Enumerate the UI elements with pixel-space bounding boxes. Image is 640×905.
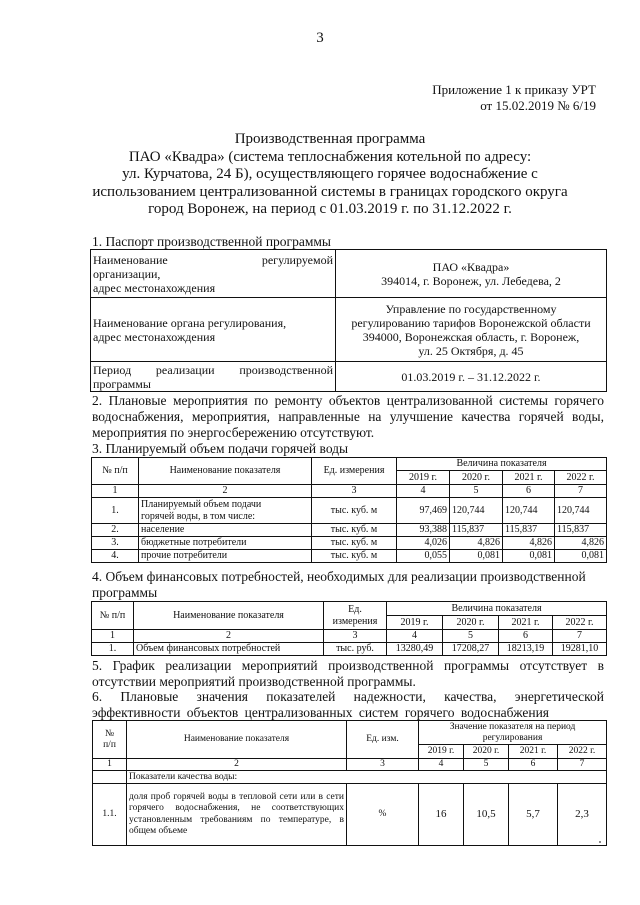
header-year: 2022 г. [553, 616, 607, 630]
index-cell: 3 [324, 630, 387, 643]
section-6-heading: 6. Плановые значения показателей надежности, качества, энергетической эффективности объектов централизованных систем горячего водоснабжения [92, 689, 604, 720]
subheading-row [93, 771, 607, 784]
subheading-cell: Показатели качества воды: [127, 771, 607, 784]
header-year: 2021 г. [503, 471, 555, 485]
financial-needs-table [91, 601, 607, 656]
table-row [92, 537, 607, 550]
row-value: 115,837 [503, 524, 555, 537]
row-num: 1. [92, 643, 134, 656]
header-row [92, 458, 607, 471]
header-row [93, 721, 607, 745]
passport-value: 01.03.2019 г. – 31.12.2022 г. [336, 362, 607, 392]
passport-label-line: программы [93, 376, 151, 391]
header-num-line: п/п [103, 739, 116, 750]
row-unit: тыс. руб. [324, 643, 387, 656]
appendix-note [432, 82, 596, 114]
row-value: 97,469 [397, 498, 450, 524]
header-num: № п/п [92, 602, 134, 630]
row-num: 1.1. [93, 784, 127, 846]
table-row [92, 498, 607, 524]
row-value: 4,826 [555, 537, 607, 550]
row-num: 2. [92, 524, 139, 537]
index-cell: 5 [464, 759, 509, 771]
row-value: 0,055 [397, 550, 450, 563]
index-cell: 2 [139, 485, 312, 498]
row-value: 19281,10 [553, 643, 607, 656]
table-row [92, 524, 607, 537]
passport-value-line: регулированию тарифов Воронежской области [351, 315, 591, 330]
passport-label-word: Наименование [93, 252, 168, 267]
header-year: 2022 г. [558, 745, 607, 759]
passport-row-period [91, 362, 607, 392]
row-name: доля проб горячей воды в тепловой сети или в сети горячего водоснабжения, не соответствующих установленным требованиям по температуре, в общем объеме [127, 784, 347, 846]
row-unit: % [347, 784, 419, 846]
header-unit: Ед. изм. [347, 721, 419, 759]
index-cell: 7 [558, 759, 607, 771]
index-cell: 1 [92, 485, 139, 498]
passport-value [336, 298, 607, 362]
row-value: 120,744 [450, 498, 503, 524]
appendix-line-1: Приложение 1 к приказу УРТ [432, 82, 596, 97]
passport-label-line: адрес местонахождения [93, 329, 216, 344]
index-cell: 4 [397, 485, 450, 498]
row-name: прочие потребители [139, 550, 312, 563]
row-name: Объем финансовых потребностей [134, 643, 324, 656]
title-line-5: город Воронеж, на период с 01.03.2019 г. по 31.12.2022 г. [148, 201, 512, 217]
passport-label-line: адрес местонахождения [93, 280, 216, 295]
header-year: 2022 г. [555, 471, 607, 485]
index-cell: 2 [127, 759, 347, 771]
header-year: 2020 г. [464, 745, 509, 759]
table-row [92, 550, 607, 563]
index-cell: 5 [450, 485, 503, 498]
passport-label-word: реализации [155, 362, 215, 377]
passport-label-word: регулируемой [261, 252, 333, 267]
hot-water-volume-table [91, 457, 607, 563]
index-cell: 1 [93, 759, 127, 771]
scan-mark [598, 840, 602, 844]
header-year: 2019 г. [397, 471, 450, 485]
row-value: 17208,27 [443, 643, 499, 656]
section-1-heading: 1. Паспорт производственной программы [92, 234, 331, 249]
title-line-3: ул. Курчатова, 24 Б), осуществляющего горячее водоснабжение с [122, 166, 538, 182]
header-group-line: Значение показателя на период [449, 721, 576, 732]
index-cell: 1 [92, 630, 134, 643]
header-group [419, 721, 607, 745]
passport-label-word: производственной [239, 362, 333, 377]
passport-value [336, 250, 607, 298]
page-number: 3 [316, 30, 324, 46]
index-cell: 6 [499, 630, 553, 643]
row-value: 115,837 [450, 524, 503, 537]
row-value: 16 [419, 784, 464, 846]
reliability-indicators-table [92, 720, 607, 846]
section-5-text: 5. График реализации мероприятий производственной программы отсутствует в отсутствии мероприятий производственной программы. [92, 658, 604, 689]
passport-value-line: 394000, Воронежская область, г. Воронеж, [362, 329, 580, 344]
table-row [92, 643, 607, 656]
row-value: 0,081 [503, 550, 555, 563]
header-row [92, 602, 607, 616]
passport-row-regulator [91, 298, 607, 362]
passport-label-word: Период [93, 362, 132, 377]
row-value: 18213,19 [499, 643, 553, 656]
header-num-line: № [104, 728, 115, 739]
title-line-2: ПАО «Квадра» (система теплоснабжения котельной по адресу: [128, 148, 532, 165]
passport-row-organization [91, 250, 607, 298]
index-cell: 7 [555, 485, 607, 498]
section-2-text: 2. Плановые мероприятия по ремонту объектов централизованной системы горячего водоснабжения, мероприятия, направленные на улучшение качества горячей воды, мероприятия по энергосбережению отсутствуют. [92, 393, 604, 440]
row-unit: тыс. куб. м [312, 498, 397, 524]
passport-value-line: ул. 25 Октября, д. 45 [418, 343, 524, 358]
section-4-heading: 4. Объем финансовых потребностей, необходимых для реализации производственной программы [92, 569, 586, 600]
row-value: 2,3 [558, 784, 607, 846]
row-name-line: горячей воды, в том числе: [141, 510, 256, 522]
row-value: 93,388 [397, 524, 450, 537]
index-cell: 4 [419, 759, 464, 771]
row-value: 115,837 [555, 524, 607, 537]
row-value: 120,744 [555, 498, 607, 524]
index-cell: 3 [312, 485, 397, 498]
row-value: 4,826 [450, 537, 503, 550]
header-year: 2020 г. [443, 616, 499, 630]
passport-label-line: организации, [93, 266, 161, 281]
row-unit: тыс. куб. м [312, 537, 397, 550]
appendix-line-2: от 15.02.2019 № 6/19 [480, 98, 596, 113]
passport-table [90, 249, 607, 392]
row-value: 5,7 [509, 784, 558, 846]
row-value: 0,081 [450, 550, 503, 563]
index-cell: 3 [347, 759, 419, 771]
passport-label-line: Наименование органа регулирования, [93, 315, 287, 330]
header-year: 2021 г. [509, 745, 558, 759]
row-num: 3. [92, 537, 139, 550]
index-cell: 7 [553, 630, 607, 643]
index-cell: 5 [443, 630, 499, 643]
row-unit: тыс. куб. м [312, 550, 397, 563]
header-group: Величина показателя [397, 458, 607, 471]
header-year: 2019 г. [387, 616, 443, 630]
header-unit: Ед. измерения [312, 458, 397, 485]
title-line-4: использованием централизованной системы в границах городского округа [92, 183, 568, 200]
passport-value-line: Управление по государственному [385, 301, 557, 316]
title-line-1: Производственная программа [234, 131, 426, 147]
header-year: 2021 г. [499, 616, 553, 630]
row-value: 13280,49 [387, 643, 443, 656]
index-cell: 6 [503, 485, 555, 498]
passport-label [91, 362, 336, 392]
header-name: Наименование показателя [139, 458, 312, 485]
passport-label [91, 298, 336, 362]
header-group: Величина показателя [387, 602, 607, 616]
row-unit: тыс. куб. м [312, 524, 397, 537]
subheading-spacer [93, 771, 127, 784]
passport-value-line: ПАО «Квадра» [432, 259, 510, 274]
header-unit-line: Ед. [348, 603, 362, 615]
row-name: бюджетные потребители [139, 537, 312, 550]
header-name: Наименование показателя [127, 721, 347, 759]
header-year: 2020 г. [450, 471, 503, 485]
row-value: 4,026 [397, 537, 450, 550]
header-unit-line: измерения [332, 615, 378, 627]
header-year: 2019 г. [419, 745, 464, 759]
row-value: 0,081 [555, 550, 607, 563]
table-row [93, 784, 607, 846]
header-name: Наименование показателя [134, 602, 324, 630]
header-unit [324, 602, 387, 630]
header-group-line: регулирования [482, 732, 543, 743]
index-row [93, 759, 607, 771]
row-value: 10,5 [464, 784, 509, 846]
header-num: № п/п [92, 458, 139, 485]
index-cell: 6 [509, 759, 558, 771]
index-cell: 2 [134, 630, 324, 643]
passport-value-line: 394014, г. Воронеж, ул. Лебедева, 2 [381, 273, 561, 288]
index-row [92, 485, 607, 498]
row-name: население [139, 524, 312, 537]
index-cell: 4 [387, 630, 443, 643]
index-row [92, 630, 607, 643]
row-num: 1. [92, 498, 139, 524]
passport-label [91, 250, 336, 298]
document-title [60, 131, 600, 219]
row-value: 4,826 [503, 537, 555, 550]
row-name-line: Планируемый объем подачи [141, 498, 262, 510]
row-name [139, 498, 312, 524]
header-num [93, 721, 127, 759]
row-num: 4. [92, 550, 139, 563]
row-value: 120,744 [503, 498, 555, 524]
section-3-heading: 3. Планируемый объем подачи горячей воды [92, 441, 349, 456]
